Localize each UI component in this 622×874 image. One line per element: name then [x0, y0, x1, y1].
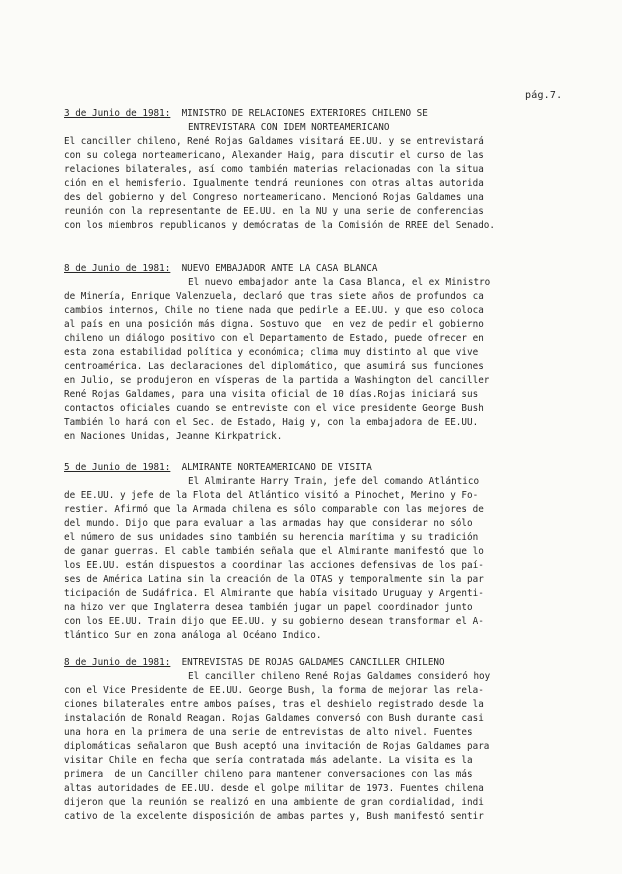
body-line: al país en una posición más digna. Sostuvo que en vez de pedir el gobierno [64, 319, 484, 330]
body-line: los EE.UU. están dispuestos a coordinar las acciones defensivas de los paí- [64, 560, 484, 571]
body-line: instalación de Ronald Reagan. Rojas Galdames conversó con Bush durante casi [64, 713, 484, 724]
entry-date: 8 de Junio de 1981: [64, 657, 171, 668]
body-line: chileno un diálogo positivo con el Departamento de Estado, puede ofrecer en [64, 333, 484, 344]
body-line: dijeron que la reunión se realizó en una ambiente de gran cordialidad, indi [64, 797, 484, 808]
body-line: con los EE.UU. Train dijo que EE.UU. y su gobierno desean transformar el A- [64, 616, 484, 627]
body-line: de ganar guerras. El cable también señala que el Almirante manifestó que lo [64, 546, 484, 557]
body-line: con los miembros republicanos y demócratas de la Comisión de RREE del Senado. [64, 220, 495, 231]
news-entry [64, 656, 584, 824]
body-line: visitar Chile en fecha que sería contratada más adelante. La visita es la [64, 755, 473, 766]
body-line: restier. Afirmó que la Armada chilena es sólo comparable con las mejores de [64, 504, 484, 515]
body-line: El Almirante Harry Train, jefe del comando Atlántico [188, 476, 480, 487]
page-number: pág.7. [525, 90, 563, 101]
body-line: con su colega norteamericano, Alexander Haig, para discutir el curso de las [64, 150, 484, 161]
news-entry [64, 262, 584, 444]
entry-heading [64, 656, 584, 670]
body-line: El canciller chileno René Rojas Galdames consideró hoy [188, 671, 491, 682]
body-line: altas autoridades de EE.UU. desde el golpe militar de 1973. Fuentes chilena [64, 783, 484, 794]
body-line: en Naciones Unidas, Jeanne Kirkpatrick. [64, 431, 283, 442]
body-line: del mundo. Dijo que para evaluar a las armadas hay que considerar no sólo [64, 518, 473, 529]
entry-title-continued: ENTREVISTARA CON IDEM NORTEAMERICANO [188, 122, 390, 133]
body-line: relaciones bilaterales, así como también materias relacionadas con la situa [64, 164, 484, 175]
body-line: ses de América Latina sin la creación de la OTAS y temporalmente sin la par [64, 574, 484, 585]
body-line: tlántico Sur en zona análoga al Océano Indico. [64, 630, 322, 641]
news-entry [64, 107, 584, 233]
entry-date: 3 de Junio de 1981: [64, 108, 171, 119]
body-line: na hizo ver que Inglaterra desea también jugar un papel coordinador junto [64, 602, 473, 613]
body-line: des del gobierno y del Congreso norteamericano. Mencionó Rojas Galdames una [64, 192, 484, 203]
entry-heading [64, 461, 584, 475]
body-line: También lo hará con el Sec. de Estado, Haig y, con la embajadora de EE.UU. [64, 417, 479, 428]
body-line: cambios internos, Chile no tiene nada que pedirle a EE.UU. y que eso coloca [64, 305, 484, 316]
entry-title: ENTREVISTAS DE ROJAS GALDAMES CANCILLER CHILENO [181, 657, 445, 668]
body-line: diplomáticas señalaron que Bush aceptó una invitación de Rojas Galdames para [64, 741, 490, 752]
body-line: El canciller chileno, René Rojas Galdames visitará EE.UU. y se entrevistará [64, 136, 484, 147]
body-line: El nuevo embajador ante la Casa Blanca, el ex Ministro [188, 277, 491, 288]
news-entry [64, 461, 584, 643]
body-line: esta zona estabilidad política y económica; clima muy distinto al que vive [64, 347, 479, 358]
body-line: primera de un Canciller chileno para mantener conversaciones con las más [64, 769, 473, 780]
entry-title: NUEVO EMBAJADOR ANTE LA CASA BLANCA [181, 263, 378, 274]
body-line: centroamérica. Las declaraciones del diplomático, que asumirá sus funciones [64, 361, 484, 372]
body-line: el número de sus unidades sino también su herencia marítima y su tradición [64, 532, 479, 543]
body-line: de Minería, Enrique Valenzuela, declaró que tras siete años de profundos ca [64, 291, 484, 302]
entry-heading [64, 107, 584, 121]
body-line: contactos oficiales cuando se entreviste con el vice presidente George Bush [64, 403, 484, 414]
entry-date: 8 de Junio de 1981: [64, 263, 171, 274]
body-line: ciones bilaterales entre ambos países, tras el deshielo registrado desde la [64, 699, 484, 710]
body-line: de EE.UU. y jefe de la Flota del Atlántico visitó a Pinochet, Merino y Fo- [64, 490, 479, 501]
entry-heading [64, 262, 584, 276]
body-line: reunión con la representante de EE.UU. en la NU y una serie de conferencias [64, 206, 484, 217]
body-line: cativo de la excelente disposición de ambas partes y, Bush manifestó sentir [64, 811, 484, 822]
body-line: en Julio, se produjeron en vísperas de la partida a Washington del canciller [64, 375, 490, 386]
body-line: ticipación de Sudáfrica. El Almirante que había visitado Uruguay y Argenti- [64, 588, 484, 599]
entry-title: MINISTRO DE RELACIONES EXTERIORES CHILENO SE [181, 108, 428, 119]
entry-date: 5 de Junio de 1981: [64, 462, 171, 473]
body-line: ción en el hemisferio. Igualmente tendrá reuniones con otras altas autorida [64, 178, 484, 189]
entry-title: ALMIRANTE NORTEAMERICANO DE VISITA [181, 462, 372, 473]
body-line: René Rojas Galdames, para una visita oficial de 10 días.Rojas iniciará sus [64, 389, 479, 400]
body-line: con el Vice Presidente de EE.UU. George Bush, la forma de mejorar las rela- [64, 685, 484, 696]
body-line: una hora en la primera de una serie de entrevistas de alto nivel. Fuentes [64, 727, 473, 738]
